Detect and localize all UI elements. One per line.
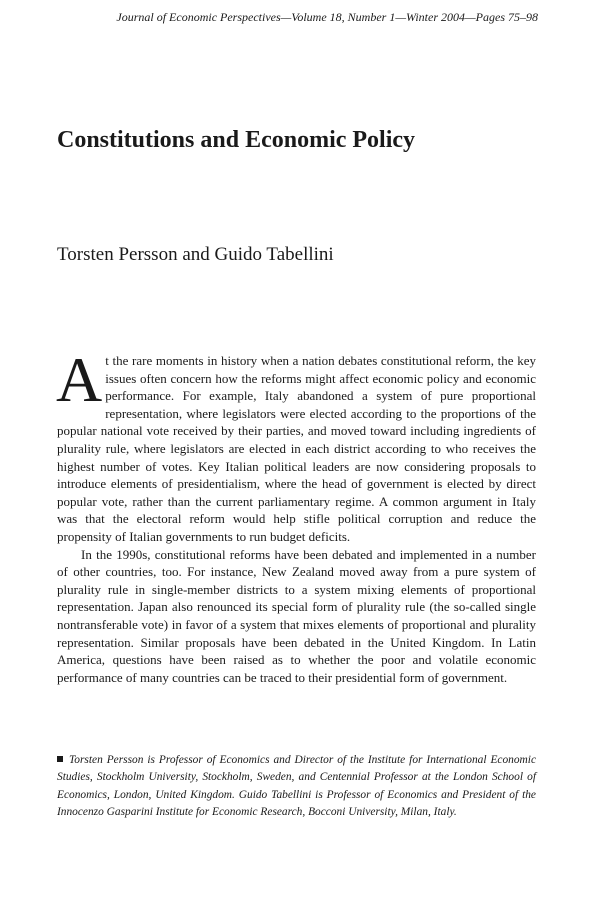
- body-paragraph-1: [56, 344, 536, 546]
- black-square-icon: [57, 756, 63, 762]
- drop-cap: A: [56, 344, 103, 415]
- author-footnote: [57, 752, 536, 822]
- body-paragraph-2: In the 1990s, constitutional reforms have been debated and implemented in a number of other countries, too. For instance, New Zealand moved away from a pure system of plurality rule in single-member districts to a system mixing elements of proportional representation. Japan also renounced its special form of plurality rule (the so-called single nontransferable vote) in favor of a system that mixes elements of proportional and plurality representation. Similar proposals have been debated in the United Kingdom. In Latin America, questions have been raised as to whether the poor and volatile economic performance of many countries can be traced to their presidential form of government.: [57, 546, 536, 685]
- running-head: Journal of Economic Perspectives—Volume 18, Number 1—Winter 2004—Pages 75–98: [116, 10, 538, 24]
- article-title: Constitutions and Economic Policy: [57, 127, 416, 153]
- body-paragraph-1-text: t the rare moments in history when a nation debates constitutional reform, the key issues often concern how the reforms might affect economic policy and economic performance. For example, Italy abandoned a system of pure proportional representation, where legislators were elected according to the proportions of the popular national vote received by their parties, and moved toward including ingredients of plurality rule, where legislators are elected in each district according to who receives the highest number of votes. Key Italian political leaders are now considering proposals to introduce elements of presidentialism, where the head of government is elected by direct popular vote, rather than the current parliamentary regime. A common argument in Italy was that the electoral reform would help stifle political corruption and reduce the propensity of Italian governments to run budget deficits.: [57, 353, 536, 544]
- article-authors: Torsten Persson and Guido Tabellini: [57, 244, 334, 265]
- author-footnote-text: Torsten Persson is Professor of Economics and Director of the Institute for International Economic Studies, Stockholm University, Stockholm, Sweden, and Centennial Professor at the London School of Economics, London, United Kingdom. Guido Tabellini is Professor of Economics and President of the Innocenzo Gasparini Institute for Economic Research, Bocconi University, Milan, Italy.: [57, 754, 536, 819]
- article-body: [56, 344, 536, 686]
